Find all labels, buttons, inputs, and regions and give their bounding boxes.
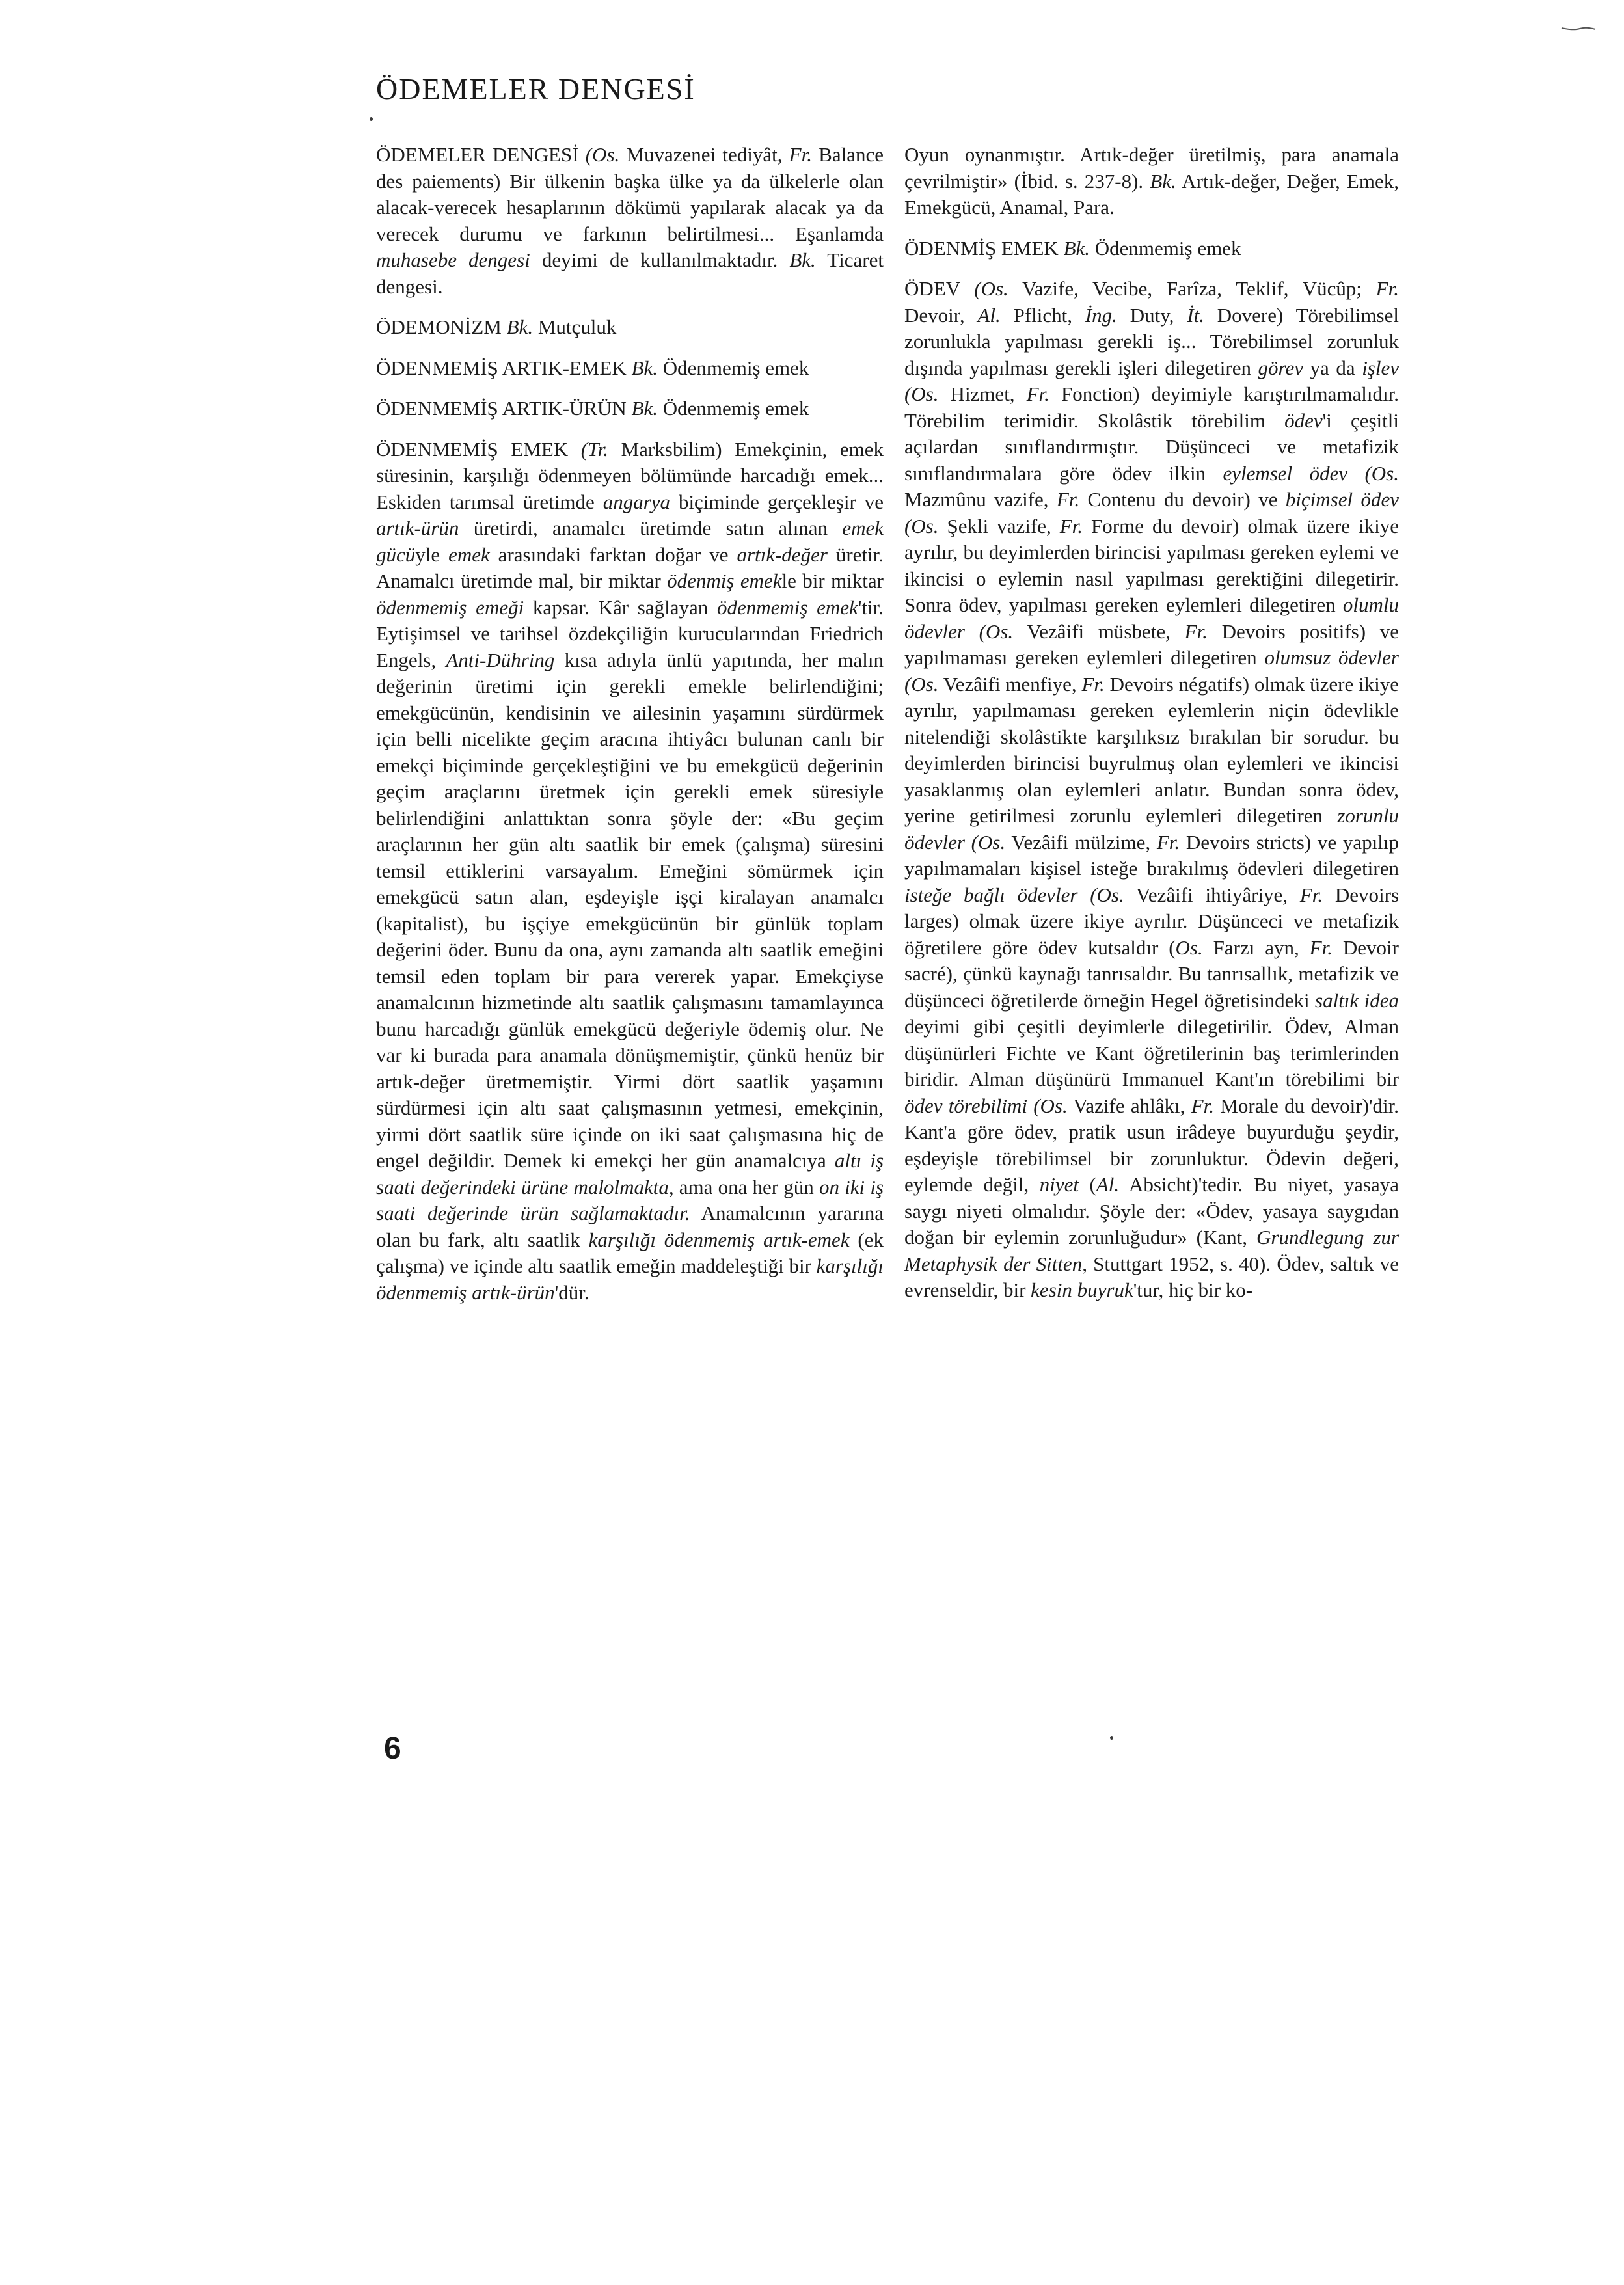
entry-text: Vezâifi müsbete, — [1013, 619, 1185, 643]
entry-italic-text: emek gücü — [376, 517, 884, 566]
entry-text: Ödenmemiş emek — [657, 356, 809, 379]
entry-text: Devoirs négatifs) olmak üzere ikiye ayrılır, yapılmaması gereken eylemlerin niçin ödevlikle nitelendiği skolâstikte karşılıksız bırakılan bir sorudur. bu deyimlerden birincisi buyrulmuş olan eylemleri ve ikincisi yasaklanmış olan eylemleri anlatır. Bundan sonra ödev, yerine getirilmesi zorunlu eylemleri dilegetiren — [904, 672, 1399, 827]
entry-italic-text: Al. — [977, 303, 1001, 327]
entry-text: Forme du devoir) olmak üzere ikiye ayrılır, bu deyimlerden birincisi yapılması gereken eylemi ve ikincisi o eylemin nasıl yapılması gerektiğini dilegetirir. Sonra ödev, yapılması gereken eylemleri dilegetiren — [904, 514, 1399, 616]
entry-text: Şekli vazife, — [938, 514, 1060, 537]
entry-text: Vezâifi ihtiyâriye, — [1124, 883, 1300, 906]
entry-text: Vazife, Vecibe, Farîza, Teklif, Vücûp; — [1008, 277, 1376, 300]
entry-text: 'tur, hiç bir ko- — [1133, 1278, 1253, 1301]
entry-italic-text: ödev — [1284, 409, 1323, 432]
entry-italic-text: Bk. — [631, 356, 658, 379]
entry-italic-text: emek — [448, 543, 490, 566]
entry-text: ÖDENMİŞ EMEK — [904, 236, 1064, 260]
entry-text: Oyun oynanmıştır. Artık-değer üretilmiş, para anamala çevrilmiştir» (İbid. s. 237-8). — [904, 143, 1399, 193]
entry-text: Vezâifi menfiye, — [938, 672, 1082, 696]
entry-text: arasındaki farktan doğar ve — [489, 543, 737, 566]
dictionary-entry — [376, 396, 884, 422]
dictionary-entry — [904, 142, 1399, 221]
entry-italic-text: ödev törebilimi (Os. — [904, 1094, 1068, 1117]
entry-text: Anamalcının yararına olan bu fark, altı saatlik — [376, 1202, 884, 1251]
entry-italic-text: olumlu ödevler (Os. — [904, 593, 1399, 643]
entry-italic-text: Anti-Dühring — [446, 648, 555, 671]
entry-text: deyimi de kullanılmaktadır. — [530, 249, 790, 271]
entry-italic-text: ödenmemiş emek — [716, 595, 858, 619]
entry-italic-text: Fr. — [789, 143, 812, 166]
scan-speck — [370, 117, 373, 121]
entry-text: Ticaret dengesi. — [376, 249, 884, 298]
entry-italic-text: Fr. — [1056, 488, 1080, 511]
entry-text: Devoir, — [904, 303, 978, 327]
entry-text: Marksbilim) Emekçinin, emek süresinin, karşılığı ödenmeyen bölümünde harcadığı emek... Eskiden tarımsal üretimde — [376, 437, 884, 513]
entry-text: kısa adıyla ünlü yapıtında, her malın değerinin üretimi için gerekli emekle belirlendiğini; emekgücünün, kendisinin ve ailesinin yaşamını sürdürmek için belli nicelikte geçim aracına ihtiyâcı bulunan canlı bir emekçi biçiminde gerçekleştiğini ve bu emekgücü değerinin geçim araçlarını üretmek için gerekli emek süresiyle belirlendiğini anlattıktan sonra şöyle der: «Bu geçim araçlarının her gün altı saatlik bir emek (çalışma) süresini temsil ettiklerini varsayalım. Emeğini sömürmek için emekgücü satın alan, eşdeyişle işçi kiralayan anamalcı (kapitalist), bu işçiye emekgücünün bir günlük toplam değerini öder. Bunu da ona, aynı zamanda altı saatlik emeğini temsil eden toplam bir para vererek yapar. Emekçiyse anamalcının hizmetinde altı saatlik çalışmasını tamamlayınca bunu harcadığı günlük emekgücü değeriyle ödemiş olur. Ne var ki burada para anamala dönüşmemiştir, çünkü henüz bir artık-değer üretmemiştir. Yirmi dört saatlik yaşamını sürdürmesi için altı saat çalışmasının yetmesi, emekçinin, yirmi dört saatlik süre içinde on iki saat çalışmasına hiç de engel değildir. Demek ki emekçi her gün anamalcıya — [376, 648, 884, 1172]
entry-italic-text: İt. — [1187, 303, 1204, 327]
entry-italic-text: Fr. — [1375, 277, 1399, 300]
entry-text: Balance des paiements) Bir ülkenin başka ülke ya da ülkelerle olan alacak-verecek hesaplarının dökümü yapılarak alacak ya da verecek durumu ve farkının belirtilmesi... Eşanlamda — [376, 143, 884, 245]
dictionary-entry — [376, 437, 884, 1306]
entry-italic-text: (Os. — [974, 277, 1008, 300]
entry-text: üretir. Anamalcı üretimde mal, bir miktar — [376, 543, 884, 592]
entry-text: Devoir sacré), çünkü kaynağı tanrısaldır. Bu tanrısallık, metafizik ve düşünceci öğretilerde örneğin Hegel öğretisindeki — [904, 936, 1399, 1012]
entry-text: 'i çeşitli açılardan sınıflandırmıştır. Düşünceci ve metafizik sınıflandırmalara göre ödev ilkin — [904, 409, 1399, 485]
entry-italic-text: angarya — [602, 490, 671, 513]
entry-text: Ödenmemiş emek — [1090, 236, 1241, 260]
entry-italic-text: Bk. — [1150, 169, 1176, 193]
entry-text: ( — [1079, 1173, 1096, 1196]
entry-italic-text: İng. — [1085, 303, 1117, 327]
entry-text: ÖDEV — [904, 277, 975, 300]
entry-italic-text: Os. — [1175, 936, 1203, 959]
scan-mark-line — [1560, 26, 1597, 31]
entry-text: yle — [415, 543, 449, 566]
entry-text: Vezâifi mülzime, — [1005, 830, 1157, 854]
entry-italic-text: biçimsel ödev (Os. — [904, 488, 1399, 537]
entry-text: Fonction) deyimiyle karıştırılmamalıdır. Törebilim terimidir. Skolâstik törebilim — [904, 383, 1400, 432]
entry-text: Devoirs stricts) ve yapılıp yapılmamaları kişisel isteğe bırakılmış ödevleri dilegetiren — [904, 830, 1399, 880]
entry-text: ÖDEMONİZM — [376, 316, 507, 338]
entry-text: ÖDENMEMİŞ ARTIK-ÜRÜN — [376, 397, 632, 420]
entry-text: Devoirs positifs) ve yapılmaması gereken eylemleri dilegetiren — [904, 619, 1399, 669]
entry-text: Dovere) Törebilimsel zorunlukla yapılması gerekli iş... Törebilimsel zorunluk dışında yapılması gerekli işleri dilegetiren — [904, 303, 1399, 379]
entry-italic-text: altı iş saati değerindeki ürüne malolmakta, — [376, 1149, 884, 1198]
entry-text: üretirdi, anamalcı üretimde satın alınan — [459, 517, 843, 539]
entry-text: Artık-değer, Değer, Emek, Emekgücü, Anamal, Para. — [904, 169, 1399, 219]
entry-italic-text: işlev (Os. — [904, 356, 1399, 405]
entry-text: Absicht)'tedir. Bu niyet, yasaya saygı niyeti olmalıdır. Şöyle der: «Ödev, yasaya saygıdan doğan bir eylemin zorunluğudur» (Kant, — [904, 1173, 1399, 1249]
dictionary-entry — [376, 355, 884, 382]
page-number: 6 — [384, 1731, 401, 1766]
entry-italic-text: Bk. — [506, 316, 534, 338]
entry-italic-text: Bk. — [789, 249, 816, 271]
entry-italic-text: ödenmiş emek — [667, 569, 782, 592]
entry-italic-text: olumsuz ödevler (Os. — [904, 646, 1399, 696]
entry-italic-text: artık-değer — [737, 543, 828, 566]
entry-text: Vazife ahlâkı, — [1067, 1094, 1191, 1117]
entry-text: Contenu du devoir) ve — [1079, 488, 1286, 511]
entry-italic-text: on iki iş saati değerinde ürün sağlamaktadır. — [376, 1175, 884, 1224]
entry-text: ama ona her gün — [673, 1175, 819, 1198]
entry-italic-text: Fr. — [1081, 672, 1105, 696]
entry-italic-text: Fr. — [1184, 619, 1208, 643]
entry-italic-text: Fr. — [1309, 936, 1333, 959]
entry-text: ya da — [1303, 356, 1362, 379]
entry-italic-text: muhasebe dengesi — [376, 249, 530, 271]
entry-italic-text: karşılığı ödenmemiş artık-emek — [588, 1228, 850, 1251]
entry-text: (ek çalışma) ve içinde altı saatlik emeğin maddeleştiği bir — [376, 1228, 884, 1277]
entry-italic-text: saltık idea — [1315, 988, 1399, 1012]
entry-italic-text: Fr. — [1059, 514, 1083, 537]
entry-text: 'tir. Eytişimsel ve tarihsel özdekçiliğin kurucularından Friedrich Engels, — [376, 595, 884, 671]
entry-italic-text: Fr. — [1156, 830, 1180, 854]
entry-text: Muvazenei tediyât, — [619, 143, 789, 166]
entry-italic-text: (Os. — [585, 143, 620, 166]
entry-text: Mazmûnu vazife, — [904, 488, 1057, 511]
entry-italic-text: görev — [1258, 356, 1303, 379]
entry-text: Hizmet, — [938, 383, 1027, 405]
entry-italic-text: niyet — [1039, 1173, 1079, 1196]
entry-italic-text: Fr. — [1299, 883, 1323, 906]
running-head: ÖDEMELER DENGESİ — [376, 72, 696, 105]
entry-italic-text: isteğe bağlı ödevler (Os. — [904, 883, 1124, 906]
entry-text: Stuttgart 1952, s. 40). Ödev, saltık ve evrenseldir, bir — [904, 1252, 1400, 1301]
entry-text: Ödenmemiş emek — [657, 397, 809, 420]
entry-text: Pflicht, — [1000, 303, 1085, 327]
dictionary-entry — [376, 142, 884, 300]
entry-text: Morale du devoir)'dir. Kant'a göre ödev, pratik usun irâdeye buyurduğu şeydir, eşdeyişle törebilimsel bir zorunluktur. Ödevin değeri, eylemde değil, — [904, 1094, 1400, 1196]
entry-text: ÖDENMEMİŞ ARTIK-EMEK — [376, 356, 632, 379]
entry-text: ÖDEMELER DENGESİ — [376, 143, 586, 166]
dictionary-entry — [904, 276, 1399, 1304]
entry-text: 'dür. — [554, 1280, 589, 1304]
entry-text: le bir miktar — [781, 569, 884, 592]
entry-italic-text: Grundlegung zur Metaphysik der Sitten, — [904, 1226, 1400, 1275]
entry-text: Farzı ayn, — [1202, 936, 1310, 959]
left-column — [376, 142, 884, 1320]
entry-italic-text: Fr. — [1191, 1094, 1215, 1117]
scan-speck — [1110, 1736, 1113, 1740]
entry-text: Duty, — [1116, 303, 1187, 327]
dictionary-entry — [376, 314, 884, 341]
entry-italic-text: zorunlu ödevler (Os. — [904, 804, 1399, 854]
entry-text: deyimi gibi çeşitli deyimlerle dilegetirilir. Ödev, Alman düşünürleri Fichte ve Kant öğretilerinin baş terimlerinden biridir. Alman düşünürü Immanuel Kant'ın törebilimi bir — [904, 1015, 1399, 1090]
entry-italic-text: Bk. — [1063, 236, 1090, 260]
entry-italic-text: Bk. — [631, 397, 658, 420]
entry-text: Devoirs larges) olmak üzere ikiye ayrılır. Düşünceci ve metafizik öğretilere göre ödev kutsaldır ( — [904, 883, 1400, 959]
entry-italic-text: (Tr. — [580, 437, 608, 461]
entry-italic-text: karşılığı ödenmemiş artık-ürün — [376, 1254, 884, 1304]
entry-italic-text: artık-ürün — [376, 517, 459, 539]
dictionary-entry — [904, 236, 1399, 262]
entry-italic-text: kesin buyruk — [1031, 1278, 1133, 1301]
entry-text: kapsar. Kâr sağlayan — [524, 595, 717, 619]
entry-text: biçiminde gerçekleşir ve — [670, 490, 884, 513]
entry-italic-text: eylemsel ödev (Os. — [1223, 461, 1399, 485]
entry-italic-text: Fr. — [1026, 383, 1049, 405]
entry-text: Mutçuluk — [533, 316, 617, 338]
right-column — [904, 142, 1399, 1318]
entry-italic-text: Al. — [1096, 1173, 1120, 1196]
entry-italic-text: ödenmemiş emeği — [376, 595, 524, 619]
entry-text: ÖDENMEMİŞ EMEK — [376, 437, 581, 461]
